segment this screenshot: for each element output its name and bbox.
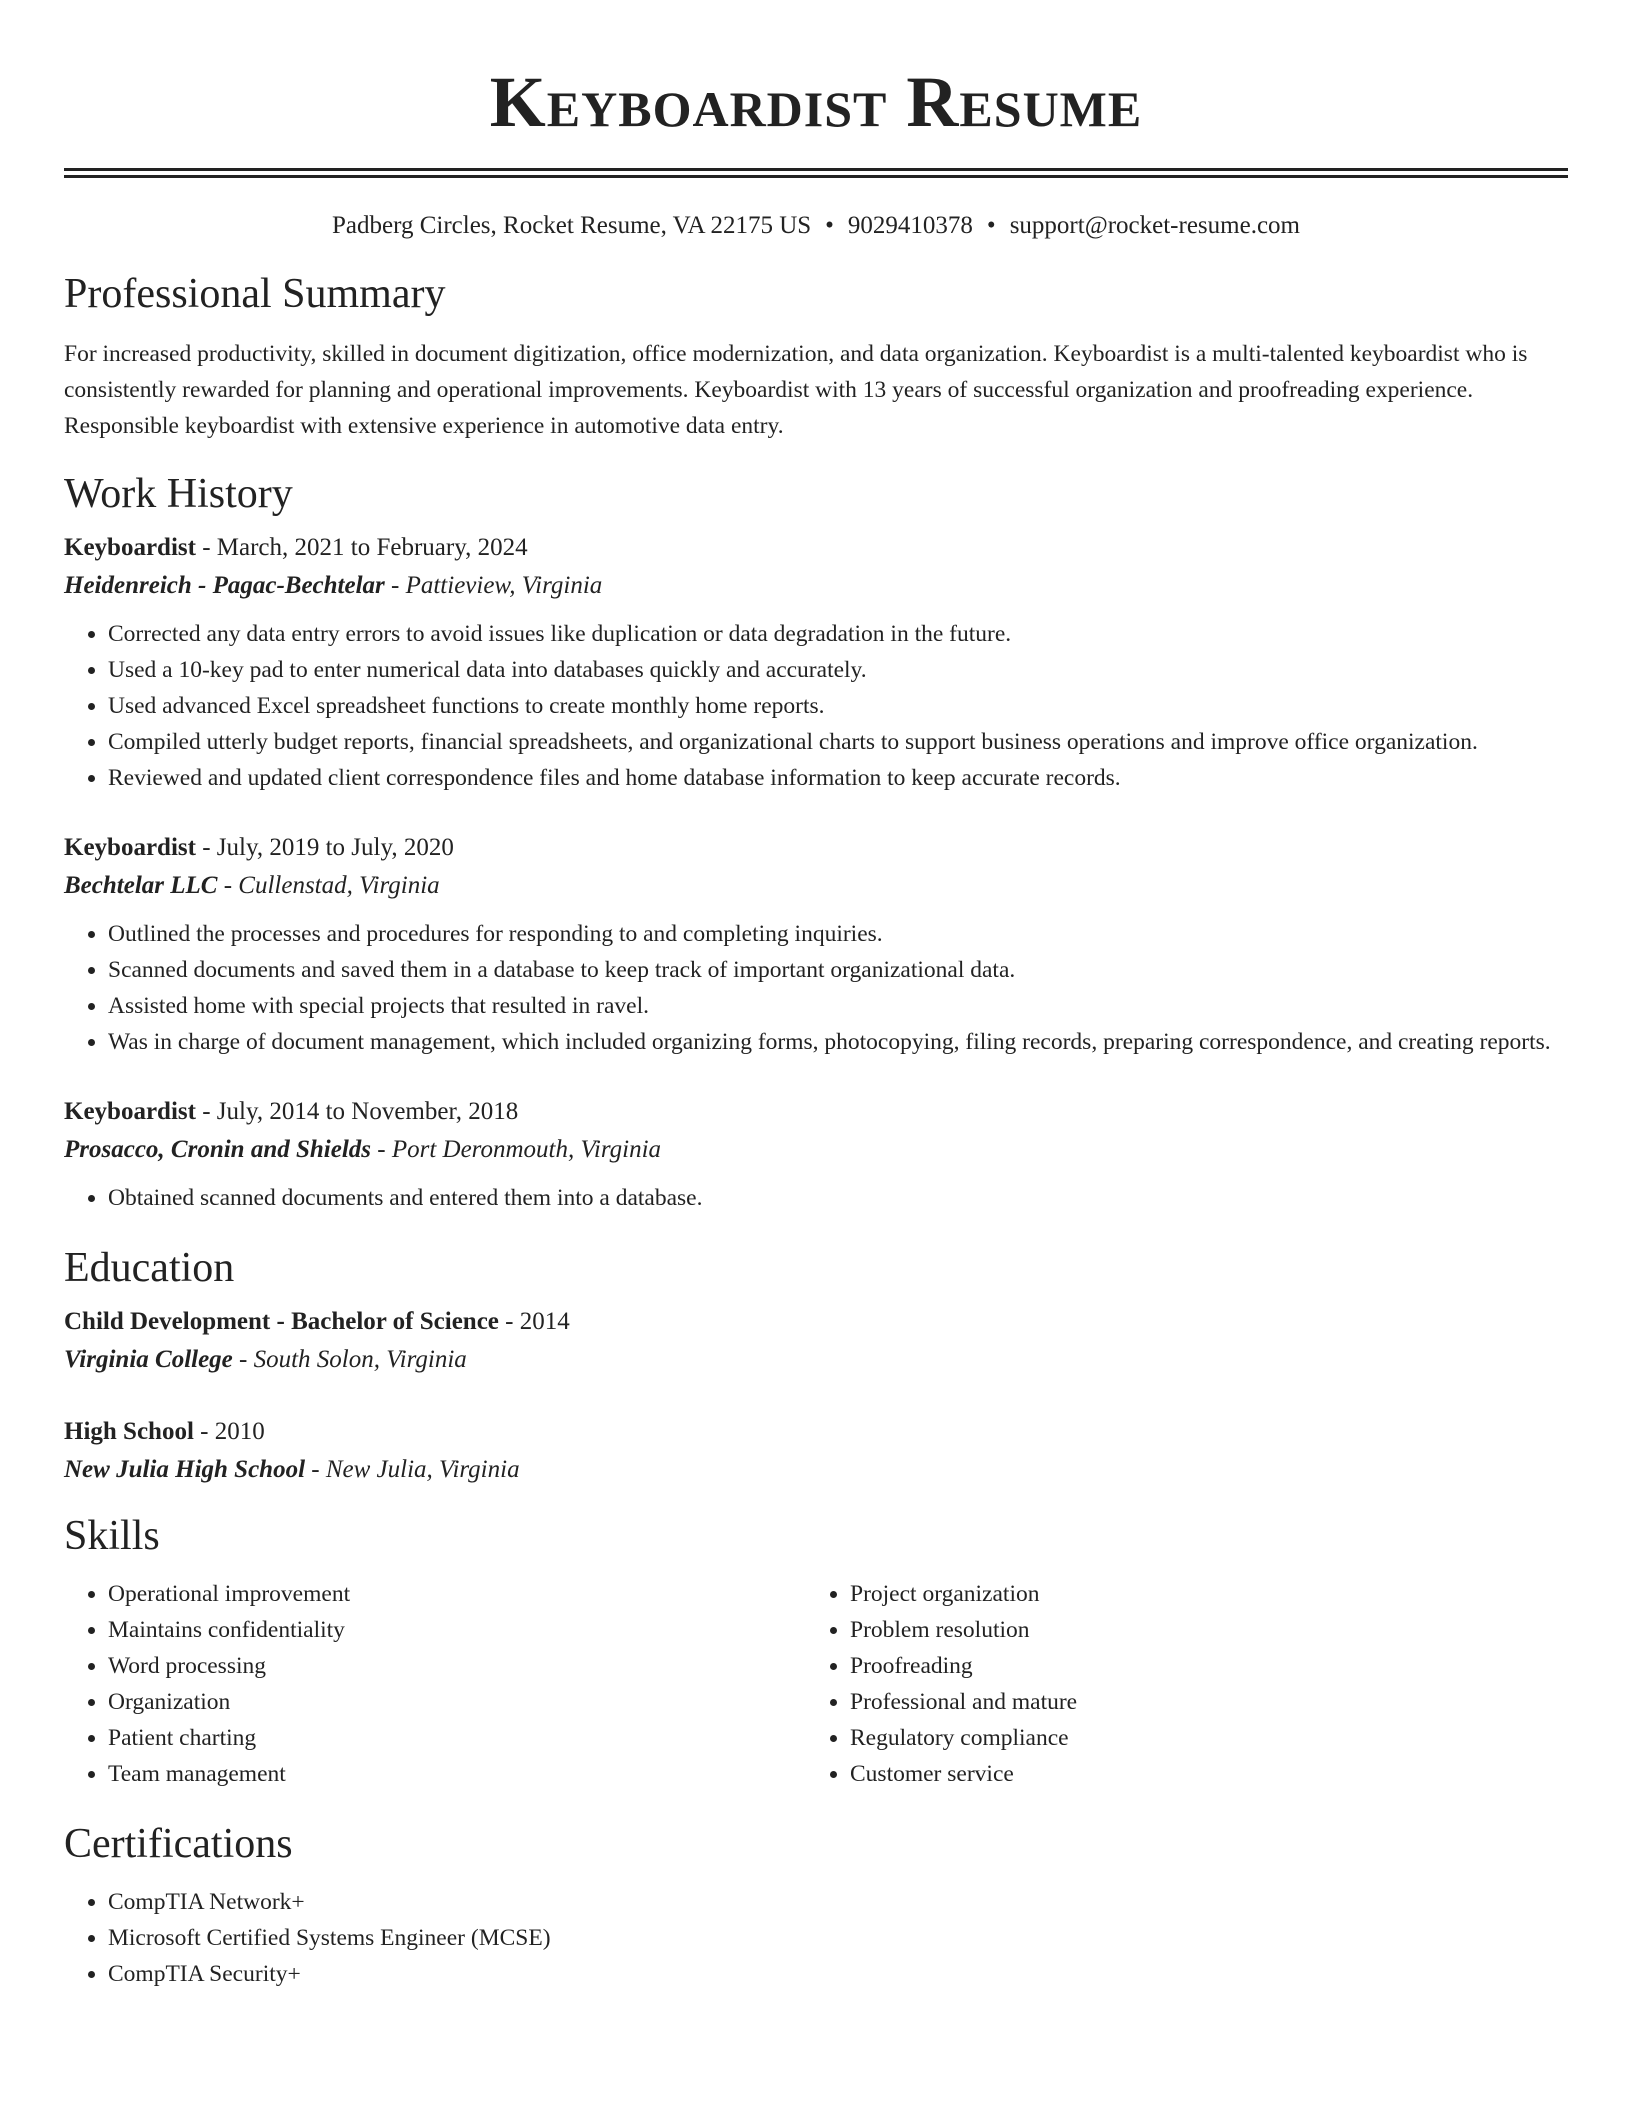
job-duty: • Assisted home with special projects that resulted in ravel. [108,988,1568,1024]
contact-phone: 9029410378 [847,212,973,239]
job-duty: • Outlined the processes and procedures for responding to and completing inquiries. [108,916,1568,952]
job-dates: - July, 2019 to July, 2020 [195,834,454,861]
job-entry [64,1094,1568,1216]
job-company: Prosacco, Cronin and Shields [64,1136,372,1163]
education-location: - New Julia, Virginia [305,1456,520,1483]
skills-column-left [64,1576,806,1792]
skills-column-right [806,1576,1548,1792]
education-school: New Julia High School [64,1456,306,1483]
education-entry [64,1414,1568,1490]
job-duty: • Corrected any data entry errors to avoid issues like duplication or data degradation in the future. [108,616,1568,652]
contact-line [64,210,1568,242]
job-duty: • Reviewed and updated client correspondence files and home database information to keep accurate records. [108,760,1568,796]
job-dates: - March, 2021 to February, 2024 [195,534,528,561]
education-location: - South Solon, Virginia [232,1346,467,1373]
skill-item: • Problem resolution [850,1612,1548,1648]
skill-item: • Maintains confidentiality [108,1612,806,1648]
job-title: Keyboardist [64,834,196,861]
education-degree: Child Development - Bachelor of Science [64,1308,499,1335]
education-school: Virginia College [64,1346,233,1373]
work-history-heading: Work History [64,471,293,517]
job-location: - Port Deronmouth, Virginia [371,1136,662,1163]
certification-item: • CompTIA Network+ [108,1884,1568,1920]
job-title: Keyboardist [64,534,196,561]
job-company-line [64,1130,1568,1170]
skills-heading: Skills [64,1513,160,1559]
title-divider [64,168,1568,178]
resume-page [64,0,1568,1992]
job-dates: - July, 2014 to November, 2018 [195,1098,519,1125]
education-school-line [64,1450,1568,1490]
skill-item: • Patient charting [108,1720,806,1756]
contact-separator: • [986,212,996,239]
job-duties [64,916,1568,1060]
skill-item: • Operational improvement [108,1576,806,1612]
education-degree: High School [64,1418,194,1445]
job-location: - Pattieview, Virginia [384,572,603,599]
certification-item: • CompTIA Security+ [108,1956,1568,1992]
job-company: Heidenreich - Pagac-Bechtelar [64,572,385,599]
skill-item: • Organization [108,1684,806,1720]
job-location: - Cullenstad, Virginia [217,872,440,899]
job-company-line [64,566,1568,606]
skill-item: • Project organization [850,1576,1548,1612]
job-company-line [64,866,1568,906]
job-duties [64,616,1568,796]
education-year: - 2010 [193,1418,265,1445]
job-duty: • Used a 10-key pad to enter numerical data into databases quickly and accurately. [108,652,1568,688]
summary-heading: Professional Summary [64,271,446,317]
job-title-line [64,530,1568,566]
job-duty: • Obtained scanned documents and entered them into a database. [108,1180,1568,1216]
education-entry [64,1304,1568,1380]
resume-title: Keyboardist Resume [489,62,1143,142]
education-school-line [64,1340,1568,1380]
skill-item: • Regulatory compliance [850,1720,1548,1756]
summary-text: For increased productivity, skilled in document digitization, office modernization, and data organization. Keyboardist is a multi-talented keyboardist who is consistently rewarded for planning and operational improvements. Keyboardist with 13 years of successful organization and proofreading experience. Responsible keyboardist with extensive experience in automotive data entry. [64,341,1528,439]
job-duty: • Used advanced Excel spreadsheet functions to create monthly home reports. [108,688,1568,724]
skill-item: • Word processing [108,1648,806,1684]
education-heading: Education [64,1245,235,1291]
education-degree-line [64,1304,1568,1340]
job-entry [64,530,1568,796]
job-company: Bechtelar LLC [64,872,218,899]
certifications-list [64,1884,1568,1992]
education-year: - 2014 [498,1308,570,1335]
contact-email: support@rocket-resume.com [1009,212,1300,239]
skill-item: • Professional and mature [850,1684,1548,1720]
certifications-heading: Certifications [64,1821,293,1867]
job-duty: • Compiled utterly budget reports, financial spreadsheets, and organizational charts to support business operations and improve office organization. [108,724,1568,760]
job-duty: • Was in charge of document management, which included organizing forms, photocopying, filing records, preparing correspondence, and creating reports. [108,1024,1568,1060]
education-degree-line [64,1414,1568,1450]
job-title: Keyboardist [64,1098,196,1125]
skill-item: • Proofreading [850,1648,1548,1684]
certification-item: • Microsoft Certified Systems Engineer (MCSE) [108,1920,1568,1956]
job-entry [64,830,1568,1060]
job-duties [64,1180,1568,1216]
job-duty: • Scanned documents and saved them in a database to keep track of important organizational data. [108,952,1568,988]
contact-separator: • [825,212,834,239]
skill-item: • Customer service [850,1756,1548,1792]
job-title-line [64,1094,1568,1130]
skill-item: • Team management [108,1756,806,1792]
skills-list [64,1576,1568,1792]
contact-address: Padberg Circles, Rocket Resume, VA 22175 US [332,212,812,239]
job-title-line [64,830,1568,866]
